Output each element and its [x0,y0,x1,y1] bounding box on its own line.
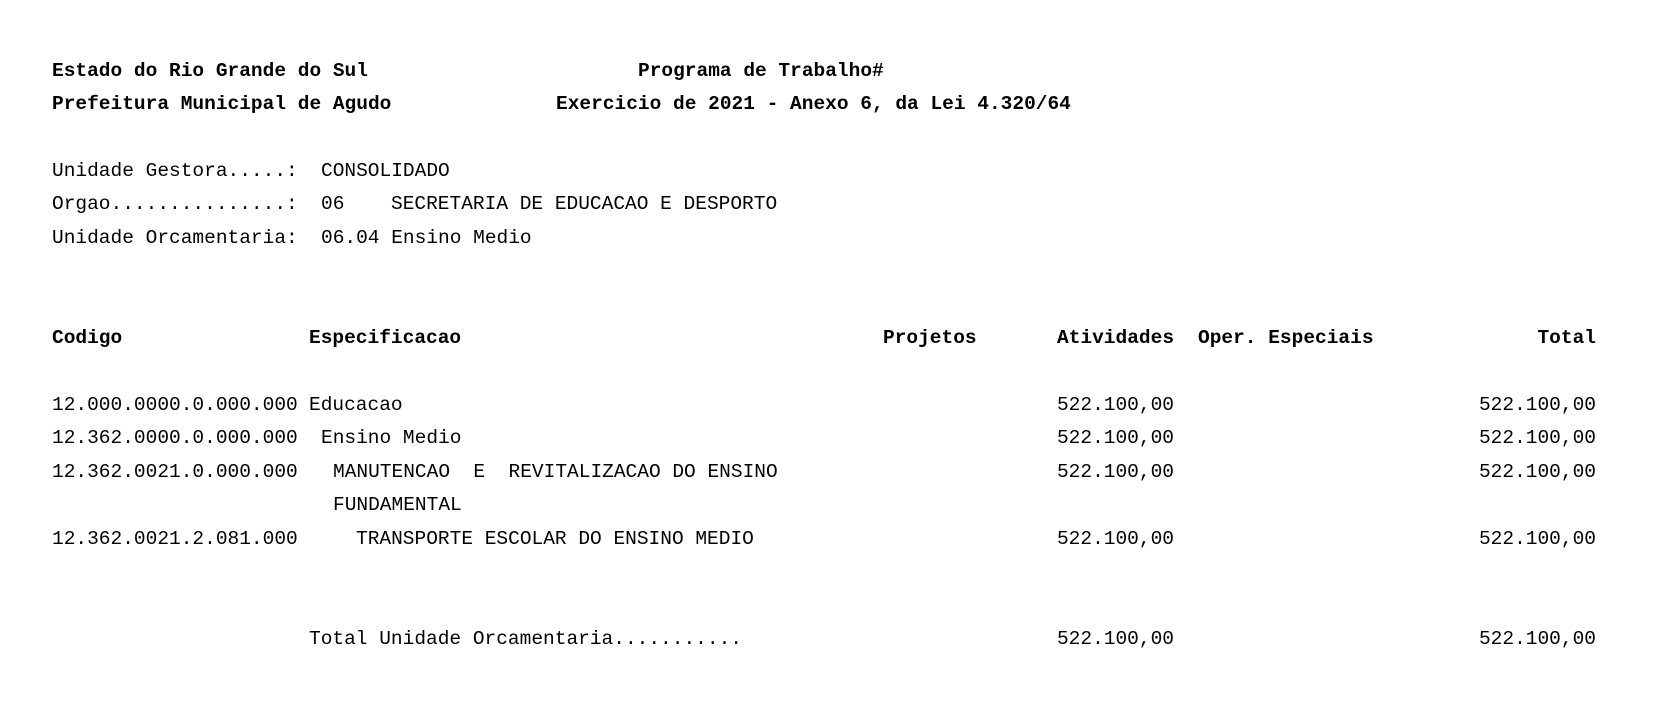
row-code: 12.000.0000.0.000.000 [52,394,298,416]
orgao-label: Orgao...............: [52,193,298,215]
row-spec: MANUTENCAO E REVITALIZACAO DO ENSINO [333,461,778,483]
col-atividades: Atividades [1057,327,1175,349]
gestora-label: Unidade Gestora.....: [52,160,298,182]
row-total: 522.100,00 [1478,427,1596,449]
row-code: 12.362.0000.0.000.000 [52,427,298,449]
col-codigo: Codigo [52,327,123,349]
row-spec-continuation: FUNDAMENTAL [333,494,462,516]
col-oper-especiais: Oper. Especiais [1198,327,1374,349]
total-value: 522.100,00 [1478,628,1596,650]
row-spec: TRANSPORTE ESCOLAR DO ENSINO MEDIO [356,528,754,550]
state-name: Estado do Rio Grande do Sul [52,60,368,82]
row-code: 12.362.0021.2.081.000 [52,528,298,550]
total-atividades: 522.100,00 [1056,628,1174,650]
row-total: 522.100,00 [1478,461,1596,483]
report-title: Programa de Trabalho# [638,60,884,82]
orgao-name: SECRETARIA DE EDUCACAO E DESPORTO [391,193,778,215]
unidade-label: Unidade Orcamentaria: [52,227,298,249]
col-projetos: Projetos [883,327,977,349]
col-especificacao: Especificacao [309,327,462,349]
row-spec: Ensino Medio [321,427,462,449]
row-atividades: 522.100,00 [1056,461,1174,483]
municipality-name: Prefeitura Municipal de Agudo [52,93,392,115]
total-label: Total Unidade Orcamentaria........... [309,628,742,650]
unidade-value: 06.04 Ensino Medio [321,227,532,249]
row-atividades: 522.100,00 [1056,528,1174,550]
col-total: Total [1537,327,1596,349]
row-spec: Educacao [309,394,403,416]
row-code: 12.362.0021.0.000.000 [52,461,298,483]
row-atividades: 522.100,00 [1056,427,1174,449]
exercise-title: Exercicio de 2021 - Anexo 6, da Lei 4.320/64 [556,93,1071,115]
gestora-value: CONSOLIDADO [321,160,450,182]
row-total: 522.100,00 [1478,394,1596,416]
row-total: 522.100,00 [1478,528,1596,550]
row-atividades: 522.100,00 [1056,394,1174,416]
orgao-code: 06 [321,193,345,215]
